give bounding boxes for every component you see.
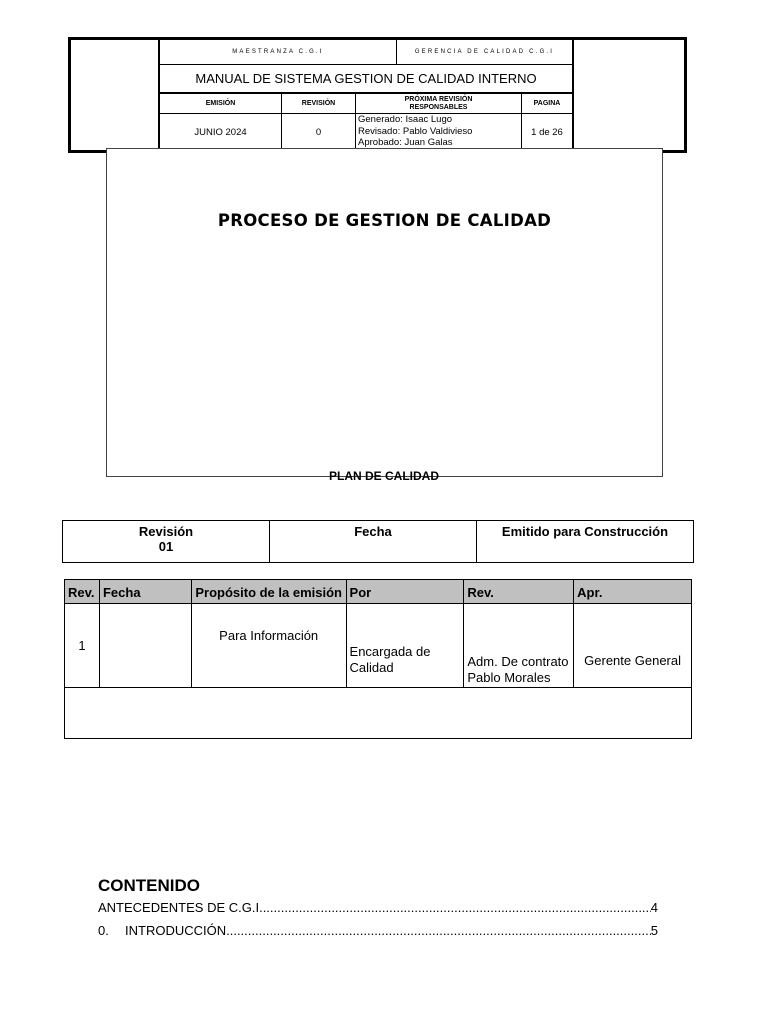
th-rev-by: Rev. <box>464 580 574 604</box>
toc-number: 0. <box>98 923 109 938</box>
table-row <box>65 604 692 688</box>
col-proxima-line2: RESPONSABLES <box>409 103 468 111</box>
th-proposito: Propósito de la emisión <box>191 580 346 604</box>
fecha-label: Fecha <box>270 521 477 562</box>
revision-number: 01 <box>158 539 174 554</box>
document-header <box>68 37 687 153</box>
revision-table <box>62 520 694 563</box>
process-title: PROCESO DE GESTION DE CALIDAD <box>217 211 552 230</box>
manual-title: MANUAL DE SISTEMA GESTION DE CALIDAD INTERNO <box>195 71 537 86</box>
contents-heading: CONTENIDO <box>98 876 200 895</box>
empty-cell <box>65 688 692 739</box>
emission-header-row <box>65 580 692 604</box>
header-row-org <box>160 40 572 65</box>
th-rev: Rev. <box>65 580 100 604</box>
toc-leader <box>259 900 651 915</box>
cell-fecha <box>99 604 191 688</box>
toc-leader <box>226 923 651 938</box>
emitido-label: Emitido para Construcción <box>501 524 669 539</box>
revision-cell <box>63 521 270 562</box>
th-apr: Apr. <box>574 580 692 604</box>
toc-label: ANTECEDENTES DE C.G.I <box>98 900 260 915</box>
cell-rev-by <box>464 604 574 688</box>
col-pagina: PAGINA <box>533 99 561 107</box>
emission-table <box>64 579 692 739</box>
rev-by-line1: Adm. De contrato <box>467 654 569 669</box>
header-center-table <box>158 37 574 153</box>
process-box <box>106 148 663 477</box>
cell-por: Encargada de Calidad <box>346 604 464 688</box>
toc-label: INTRODUCCIÓN <box>125 923 227 938</box>
department-name: GERENCIA DE CALIDAD C.G.I <box>414 49 555 55</box>
cell-rev: 1 <box>65 604 100 688</box>
th-fecha: Fecha <box>99 580 191 604</box>
responsables <box>356 114 522 150</box>
toc-item-introduccion[interactable] <box>98 923 658 938</box>
generado-by: Generado: Isaac Lugo <box>358 114 453 125</box>
toc-page: 4 <box>650 900 658 915</box>
company-name: MAESTRANZA C.G.I <box>160 40 397 64</box>
table-row-empty <box>65 688 692 739</box>
toc-item-antecedentes[interactable] <box>98 900 658 915</box>
header-row-title <box>160 65 572 94</box>
header-row-columns <box>160 94 572 114</box>
aprobado-by: Aprobado: Juan Galas <box>358 137 453 148</box>
emision-value: JUNIO 2024 <box>160 114 282 150</box>
pagina-value: 1 de 26 <box>531 126 563 138</box>
revisado-by: Revisado: Pablo Valdivieso <box>358 125 473 137</box>
toc-page: 5 <box>650 923 658 938</box>
th-por: Por <box>346 580 464 604</box>
col-revision: REVISIÓN <box>282 94 356 113</box>
revision-label: Revisión <box>138 524 194 539</box>
revision-value: 0 <box>282 114 356 150</box>
header-row-values <box>160 114 572 150</box>
cell-apr: Gerente General <box>574 604 692 688</box>
cell-proposito: Para Información <box>191 604 346 688</box>
rev-by-line2: Pablo Morales <box>467 670 551 685</box>
col-emision: EMISIÓN <box>160 94 282 113</box>
col-proxima <box>356 94 522 113</box>
col-proxima-line1: PRÓXIMA REVISIÓN <box>404 95 473 103</box>
plan-title: PLAN DE CALIDAD <box>329 469 439 483</box>
